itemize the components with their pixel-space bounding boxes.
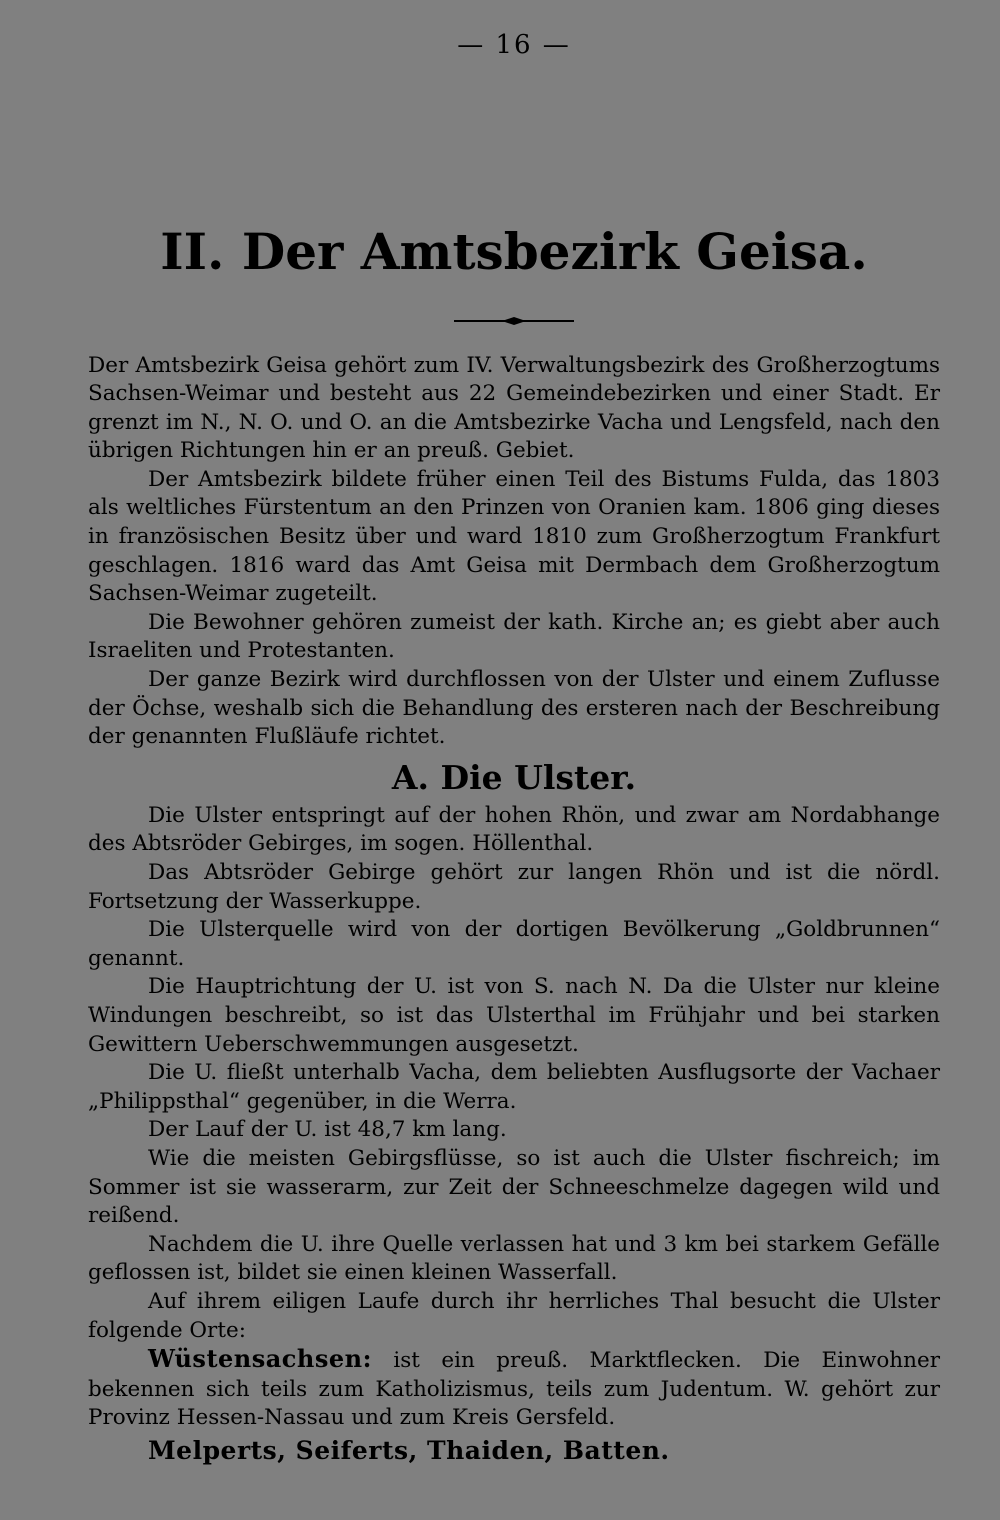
page-number: — 16 — bbox=[457, 30, 571, 60]
spring-name-paragraph: Die Ulsterquelle wird von der dortigen Bevölkerung „Goldbrunnen“ genannt. bbox=[88, 917, 940, 971]
mountains-paragraph: Das Abtsröder Gebirge gehört zur langen Rhön und ist die nördl. Fortsetzung der Wasserkuppe. bbox=[88, 860, 940, 914]
chapter-title: II. Der Amtsbezirk Geisa. bbox=[160, 222, 868, 281]
places-list: Melperts, Seiferts, Thaiden, Batten. bbox=[148, 1435, 670, 1465]
place-entry bbox=[88, 1345, 940, 1433]
mouth-paragraph: Die U. fließt unterhalb Vacha, dem beliebten Ausflugsorte der Vachaer „Philippsthal“ gegenüber, in die Werra. bbox=[88, 1060, 940, 1114]
place-description: ist ein preuß. Marktflecken. Die Einwohner bekennen sich teils zum Katholizismus, teils zum Judentum. W. gehört zur Provinz Hessen-Nassau und zum Kreis Gersfeld. bbox=[88, 1348, 940, 1431]
source-paragraph: Die Ulster entspringt auf der hohen Rhön, und zwar am Nordabhange des Abtsröder Gebirges, im sogen. Höllenthal. bbox=[88, 802, 940, 857]
page bbox=[88, 28, 940, 1467]
rivers-paragraph: Der ganze Bezirk wird durchflossen von der Ulster und einem Zuflusse der Öchse, weshalb sich die Behandlung des ersteren nach der Beschreibung der genannten Flußläufe richtet. bbox=[88, 667, 940, 750]
title-divider bbox=[454, 316, 574, 326]
place-name: Wüstensachsen: bbox=[148, 1344, 372, 1374]
section-heading: A. Die Ulster. bbox=[391, 757, 637, 797]
direction-paragraph: Die Hauptrichtung der U. ist von S. nach N. Da die Ulster nur kleine Windungen beschreibt, so ist das Ulsterthal im Frühjahr und bei starken Gewittern Ueberschwemmungen ausgesetzt. bbox=[88, 974, 940, 1057]
waterfall-paragraph: Nachdem die U. ihre Quelle verlassen hat und 3 km bei starkem Gefälle geflossen ist, bildet sie einen kleinen Wasserfall. bbox=[88, 1231, 940, 1286]
intro-paragraph: Der Amtsbezirk Geisa gehört zum IV. Verwaltungsbezirk des Großherzogtums Sachsen-Weimar und besteht aus 22 Gemeindebezirken und einer Stadt. Er grenzt im N., N. O. und O. an die Amtsbezirke Vacha und Lengsfeld, nach den übrigen Richtungen hin er an preuß. Gebiet. bbox=[88, 352, 940, 464]
fish-paragraph: Wie die meisten Gebirgsflüsse, so ist auch die Ulster fischreich; im Sommer ist sie wasserarm, zur Zeit der Schneeschmelze dagegen wild und reißend. bbox=[88, 1145, 940, 1229]
places-intro-paragraph: Auf ihrem eiligen Laufe durch ihr herrliches Thal besucht die Ulster folgende Orte: bbox=[88, 1288, 940, 1343]
history-paragraph: Der Amtsbezirk bildete früher einen Teil des Bistums Fulda, das 1803 als weltliches Fürstentum an den Prinzen von Oranien kam. 1806 ging dieses in französischen Besitz über und ward 1810 zum Großherzogtum Frankfurt geschlagen. 1816 ward das Amt Geisa mit Dermbach dem Großherzogtum Sachsen-Weimar zugeteilt. bbox=[88, 466, 940, 607]
body-text bbox=[88, 352, 940, 1467]
religion-paragraph: Die Bewohner gehören zumeist der kath. Kirche an; es giebt aber auch Israeliten und Protestanten. bbox=[88, 609, 940, 664]
length-paragraph: Der Lauf der U. ist 48,7 km lang. bbox=[148, 1117, 507, 1143]
